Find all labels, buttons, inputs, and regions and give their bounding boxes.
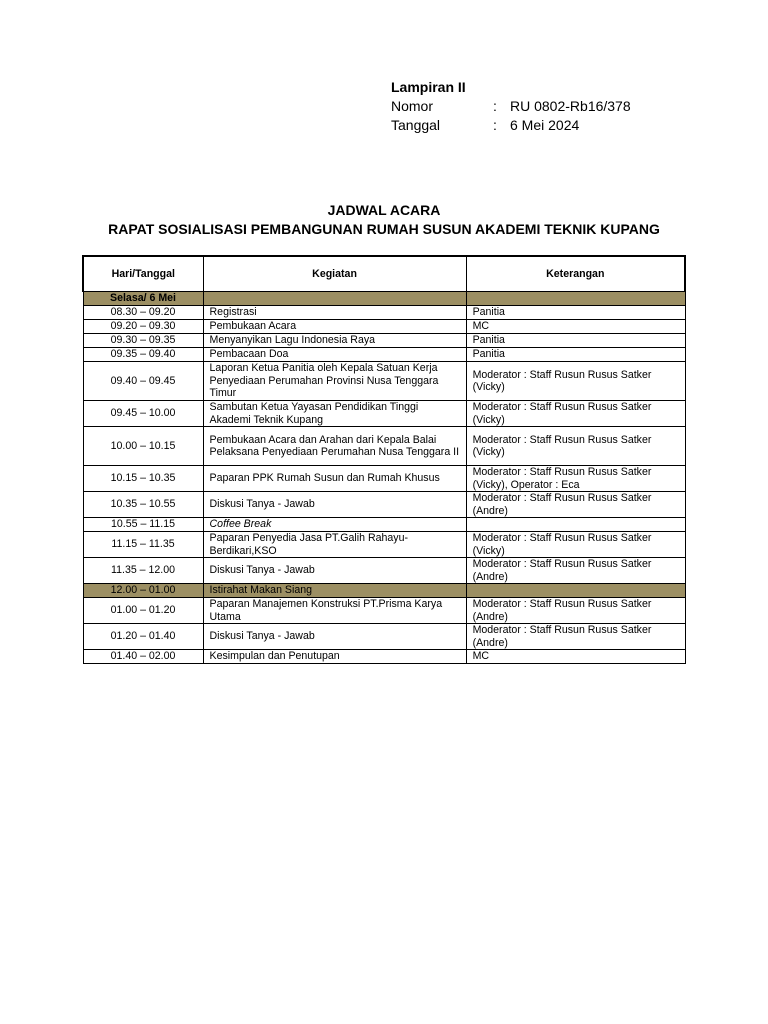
time-cell: 12.00 – 01.00 [83,584,203,598]
time-cell: 09.45 – 10.00 [83,401,203,427]
attachment-number-label: Nomor [391,98,434,114]
remarks-cell: Panitia [466,334,685,348]
activity-cell [203,292,466,306]
time-cell: 10.00 – 10.15 [83,427,203,466]
activity-cell: Coffee Break [203,518,466,532]
table-row [83,624,685,650]
time-cell: 10.35 – 10.55 [83,492,203,518]
attachment-number-separator: : [493,98,497,114]
attachment-number-value: RU 0802-Rb16/378 [510,98,631,114]
schedule-body [83,292,685,664]
document-subtitle: RAPAT SOSIALISASI PEMBANGUNAN RUMAH SUSUN AKADEMI TEKNIK KUPANG [108,221,660,237]
time-cell: Selasa/ 6 Mei [83,292,203,306]
attachment-number-row [391,97,631,116]
attachment-date-row [391,116,631,135]
table-row [83,598,685,624]
table-row [83,306,685,320]
table-row [83,292,685,306]
document-titles [0,201,768,239]
table-row [83,558,685,584]
time-cell: 10.55 – 11.15 [83,518,203,532]
activity-cell: Sambutan Ketua Yayasan Pendidikan Tinggi Akademi Teknik Kupang [203,401,466,427]
remarks-cell: Panitia [466,348,685,362]
attachment-header [391,78,631,135]
table-row [83,466,685,492]
activity-cell: Pembacaan Doa [203,348,466,362]
header-activity: Kegiatan [203,256,466,292]
table-row [83,427,685,466]
time-cell: 09.20 – 09.30 [83,320,203,334]
time-cell: 01.20 – 01.40 [83,624,203,650]
activity-cell: Istirahat Makan Siang [203,584,466,598]
activity-cell: Diskusi Tanya - Jawab [203,492,466,518]
remarks-cell: Moderator : Staff Rusun Rusus Satker (Andre) [466,492,685,518]
table-row [83,362,685,401]
remarks-cell [466,518,685,532]
time-cell: 01.00 – 01.20 [83,598,203,624]
time-cell: 09.40 – 09.45 [83,362,203,401]
remarks-cell: Moderator : Staff Rusun Rusus Satker (Vicky) [466,401,685,427]
remarks-cell: MC [466,650,685,664]
table-row [83,650,685,664]
table-row [83,334,685,348]
remarks-cell [466,584,685,598]
time-cell: 01.40 – 02.00 [83,650,203,664]
remarks-cell: Panitia [466,306,685,320]
time-cell: 11.15 – 11.35 [83,532,203,558]
table-row [83,584,685,598]
remarks-cell: MC [466,320,685,334]
activity-cell: Pembukaan Acara [203,320,466,334]
table-row [83,401,685,427]
schedule-header-row [83,256,685,292]
remarks-cell: Moderator : Staff Rusun Rusus Satker (Andre) [466,624,685,650]
table-row [83,320,685,334]
attachment-date-separator: : [493,117,497,133]
activity-cell: Menyanyikan Lagu Indonesia Raya [203,334,466,348]
remarks-cell: Moderator : Staff Rusun Rusus Satker (Vicky) [466,427,685,466]
activity-cell: Paparan Penyedia Jasa PT.Galih Rahayu-Berdikari,KSO [203,532,466,558]
header-day-date: Hari/Tanggal [83,256,203,292]
activity-cell: Pembukaan Acara dan Arahan dari Kepala Balai Pelaksana Penyediaan Perumahan Nusa Tenggara II [203,427,466,466]
table-row [83,492,685,518]
remarks-cell: Moderator : Staff Rusun Rusus Satker (Andre) [466,598,685,624]
remarks-cell: Moderator : Staff Rusun Rusus Satker (Vicky) [466,362,685,401]
remarks-cell: Moderator : Staff Rusun Rusus Satker (Vicky), Operator : Eca [466,466,685,492]
attachment-date-label: Tanggal [391,117,441,133]
table-row [83,532,685,558]
table-row [83,518,685,532]
activity-cell: Kesimpulan dan Penutupan [203,650,466,664]
header-remarks: Keterangan [466,256,685,292]
activity-cell: Paparan PPK Rumah Susun dan Rumah Khusus [203,466,466,492]
time-cell: 08.30 – 09.20 [83,306,203,320]
attachment-date-value: 6 Mei 2024 [510,117,580,133]
activity-cell: Registrasi [203,306,466,320]
table-row [83,348,685,362]
activity-cell: Diskusi Tanya - Jawab [203,624,466,650]
time-cell: 09.30 – 09.35 [83,334,203,348]
schedule-table [82,255,686,664]
remarks-cell: Moderator : Staff Rusun Rusus Satker (Andre) [466,558,685,584]
attachment-heading: Lampiran II [391,79,466,95]
activity-cell: Diskusi Tanya - Jawab [203,558,466,584]
activity-cell: Paparan Manajemen Konstruksi PT.Prisma Karya Utama [203,598,466,624]
remarks-cell [466,292,685,306]
time-cell: 11.35 – 12.00 [83,558,203,584]
time-cell: 10.15 – 10.35 [83,466,203,492]
time-cell: 09.35 – 09.40 [83,348,203,362]
activity-cell: Laporan Ketua Panitia oleh Kepala Satuan Kerja Penyediaan Perumahan Provinsi Nusa Tenggara Timur [203,362,466,401]
document-title: JADWAL ACARA [327,202,441,218]
remarks-cell: Moderator : Staff Rusun Rusus Satker (Vicky) [466,532,685,558]
